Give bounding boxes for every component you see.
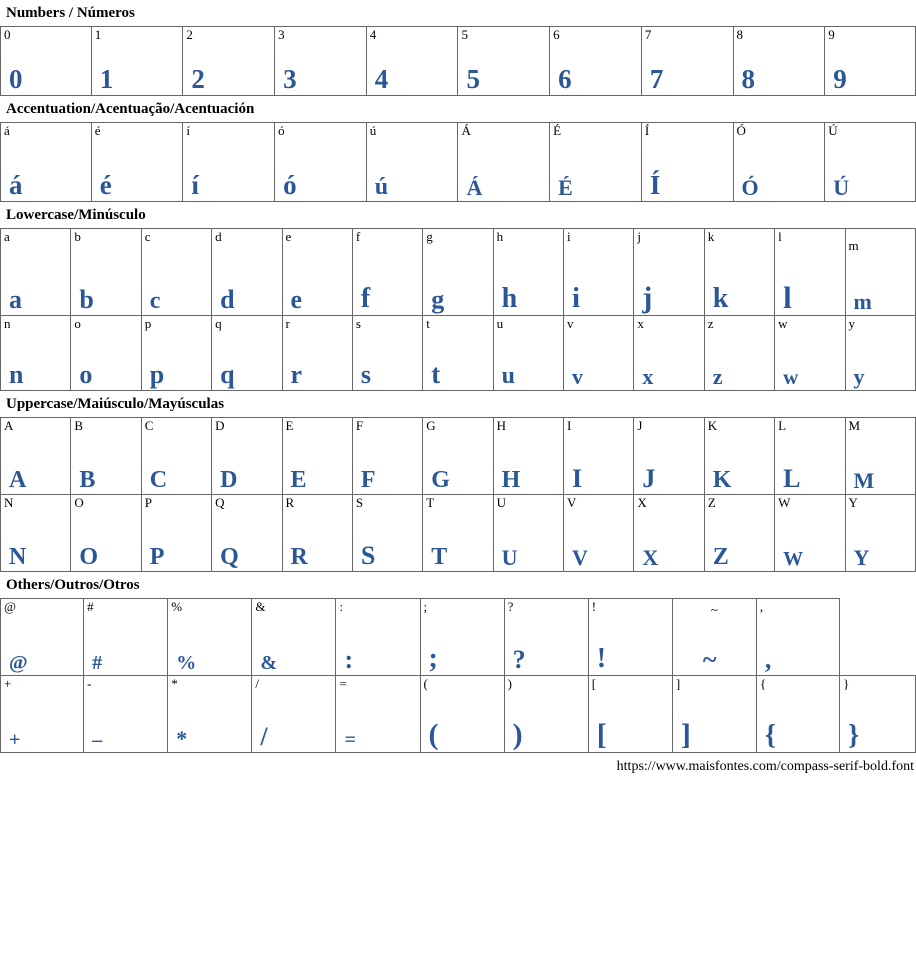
glyph-sample: ~ (702, 645, 717, 674)
glyph-label: C (144, 418, 154, 433)
glyph-cell-Eacute[interactable] (550, 123, 642, 202)
glyph-cell-t[interactable] (423, 316, 493, 391)
glyph-label: i (567, 229, 571, 244)
glyph-sample: Ó (741, 175, 759, 200)
glyph-cell-bracket-close[interactable] (672, 676, 756, 753)
table-row (1, 495, 916, 572)
glyph-cell-7[interactable] (641, 27, 733, 96)
glyph-sample: B (79, 467, 96, 493)
glyph-sample: ) (512, 718, 523, 751)
glyph-label: ? (507, 599, 514, 614)
glyph-label: p (144, 316, 152, 331)
glyph-cell-y[interactable] (845, 316, 916, 391)
glyph-sample: x (642, 364, 654, 389)
glyph-label: R (285, 495, 295, 510)
glyph-cell-at[interactable] (1, 599, 84, 676)
glyph-cell-d[interactable] (212, 229, 282, 316)
glyph-sample: 1 (99, 64, 114, 94)
glyph-label: í (186, 123, 190, 138)
glyph-label: [ (591, 676, 597, 691)
glyph-label: W (778, 495, 791, 510)
glyph-sample: Í (649, 170, 661, 200)
glyph-label: é (94, 123, 101, 138)
glyph-cell-hash[interactable] (84, 599, 168, 676)
glyph-cell-V[interactable] (564, 495, 634, 572)
glyph-label: 2 (186, 27, 193, 42)
table-row (1, 229, 916, 316)
glyph-cell-s[interactable] (352, 316, 422, 391)
glyph-sample: 5 (466, 64, 480, 94)
glyph-sample: – (92, 729, 103, 751)
glyph-label: e (285, 229, 292, 244)
glyph-cell-iacute[interactable] (183, 123, 275, 202)
glyph-sample: L (783, 464, 801, 493)
glyph-sample: d (220, 285, 235, 314)
glyph-cell-G[interactable] (423, 418, 493, 495)
glyph-label: f (355, 229, 361, 244)
table-row (1, 418, 916, 495)
glyph-table-lowercase (0, 228, 916, 391)
glyph-label: h (496, 229, 504, 244)
glyph-sample: É (558, 175, 573, 200)
section-title-lowercase: Lowercase/Minúsculo (6, 207, 146, 223)
glyph-sample: w (783, 365, 799, 389)
glyph-label: 9 (828, 27, 835, 42)
glyph-sample: s (360, 360, 371, 389)
glyph-label: J (637, 418, 643, 433)
glyph-label: E (285, 418, 294, 433)
glyph-cell-w[interactable] (775, 316, 845, 391)
glyph-sample: C (149, 467, 168, 493)
glyph-sample: m (853, 289, 872, 314)
glyph-sample: A (9, 467, 27, 493)
glyph-cell-Iacute[interactable] (641, 123, 733, 202)
glyph-sample: p (149, 360, 165, 389)
glyph-sample: Q (220, 544, 239, 570)
glyph-sample: z (712, 364, 723, 389)
section-title-uppercase: Uppercase/Maiúsculo/Mayúsculas (6, 396, 225, 412)
glyph-cell-r[interactable] (282, 316, 352, 391)
glyph-sample: r (290, 360, 303, 389)
glyph-label: g (426, 229, 433, 244)
glyph-cell-D[interactable] (212, 418, 282, 495)
glyph-cell-b[interactable] (71, 229, 141, 316)
glyph-sample: k (712, 283, 729, 314)
glyph-label: m (848, 238, 859, 253)
glyph-cell-Oacute[interactable] (733, 123, 825, 202)
glyph-cell-T[interactable] (423, 495, 493, 572)
glyph-cell-asterisk[interactable] (168, 676, 252, 753)
glyph-sample: & (260, 652, 278, 674)
section-title-others: Others/Outros/Otros (6, 577, 140, 593)
glyph-cell-paren-open[interactable] (420, 676, 504, 753)
glyph-label: / (255, 676, 259, 691)
glyph-sample: 8 (741, 64, 755, 94)
glyph-sample: 9 (833, 64, 847, 94)
glyph-label: P (144, 495, 152, 510)
glyph-label: n (4, 316, 11, 331)
glyph-sample: U (501, 545, 518, 570)
glyph-cell-S[interactable] (352, 495, 422, 572)
glyph-label: 0 (4, 27, 11, 42)
glyph-cell-m[interactable] (845, 229, 916, 316)
glyph-label: v (567, 316, 574, 331)
glyph-label: y (848, 316, 855, 331)
glyph-cell-1[interactable] (91, 27, 183, 96)
glyph-label: j (637, 229, 641, 244)
glyph-cell-exclamation[interactable] (588, 599, 672, 676)
glyph-cell-o[interactable] (71, 316, 141, 391)
glyph-sample: 4 (374, 64, 389, 94)
glyph-label: O (74, 495, 84, 510)
glyph-label: w (778, 316, 788, 331)
glyph-label: ( (423, 676, 428, 691)
glyph-cell-H[interactable] (493, 418, 563, 495)
glyph-cell-Z[interactable] (704, 495, 774, 572)
glyph-cell-colon[interactable] (336, 599, 420, 676)
glyph-sample: , (764, 645, 772, 674)
glyph-cell-g[interactable] (423, 229, 493, 316)
glyph-cell-l[interactable] (775, 229, 845, 316)
glyph-sample: f (360, 283, 371, 314)
glyph-label: d (215, 229, 222, 244)
glyph-cell-aacute[interactable] (1, 123, 92, 202)
table-row (1, 316, 916, 391)
glyph-cell-R[interactable] (282, 495, 352, 572)
glyph-sample: @ (9, 652, 28, 674)
glyph-label: á (4, 123, 10, 138)
glyph-cell-8[interactable] (733, 27, 825, 96)
glyph-label: - (87, 676, 92, 691)
glyph-cell-oacute[interactable] (275, 123, 367, 202)
glyph-label: T (426, 495, 435, 510)
glyph-cell-a[interactable] (1, 229, 71, 316)
glyph-label: 4 (369, 27, 377, 42)
glyph-sample: ú (374, 174, 389, 200)
glyph-cell-0[interactable] (1, 27, 92, 96)
glyph-sample: t (431, 359, 441, 389)
glyph-label: F (355, 418, 364, 433)
glyph-cell-slash[interactable] (252, 676, 336, 753)
glyph-cell-hyphen[interactable] (84, 676, 168, 753)
glyph-cell-C[interactable] (141, 418, 211, 495)
glyph-label: Z (707, 495, 716, 510)
glyph-cell-Uacute[interactable] (825, 123, 916, 202)
glyph-sample: ] (680, 718, 691, 751)
glyph-sample: í (191, 170, 199, 200)
glyph-cell-brace-open[interactable] (756, 676, 839, 753)
glyph-cell-3[interactable] (275, 27, 367, 96)
glyph-label: a (4, 229, 10, 244)
glyph-cell-9[interactable] (825, 27, 916, 96)
glyph-sample: R (290, 544, 308, 570)
glyph-sample: : (344, 645, 354, 674)
glyph-cell-equals[interactable] (336, 676, 420, 753)
glyph-label: 7 (644, 27, 652, 42)
glyph-label: A (4, 418, 14, 433)
glyph-label: Y (848, 495, 858, 510)
glyph-label: l (778, 229, 782, 244)
glyph-sample: + (9, 729, 21, 751)
glyph-cell-p[interactable] (141, 316, 211, 391)
glyph-cell-plus[interactable] (1, 676, 84, 753)
glyph-sample: j (642, 281, 653, 314)
glyph-sample: Y (853, 545, 870, 570)
glyph-cell-brace-close[interactable] (840, 676, 916, 753)
glyph-label: ú (369, 123, 377, 138)
glyph-sample: q (220, 360, 235, 389)
glyph-cell-4[interactable] (366, 27, 458, 96)
glyph-label: u (496, 316, 504, 331)
glyph-sample: c (149, 288, 161, 314)
glyph-cell-i[interactable] (564, 229, 634, 316)
glyph-cell-z[interactable] (704, 316, 774, 391)
glyph-sample: ó (283, 170, 297, 200)
glyph-cell-q[interactable] (212, 316, 282, 391)
glyph-cell-Y[interactable] (845, 495, 916, 572)
glyph-label: { (759, 676, 767, 691)
glyph-cell-e[interactable] (282, 229, 352, 316)
glyph-cell-O[interactable] (71, 495, 141, 572)
glyph-cell-x[interactable] (634, 316, 704, 391)
glyph-label: 8 (736, 27, 743, 42)
glyph-label: 3 (278, 27, 285, 42)
glyph-sample: J (642, 464, 656, 493)
glyph-label: É (553, 123, 562, 138)
glyph-label: z (707, 316, 714, 331)
glyph-sample: * (176, 726, 188, 751)
glyph-table-uppercase (0, 417, 916, 572)
glyph-label: & (255, 599, 266, 614)
glyph-label: % (171, 599, 183, 614)
glyph-table-others (0, 598, 916, 753)
glyph-sample: # (92, 652, 103, 674)
glyph-label: , (759, 599, 764, 614)
glyph-label: } (843, 676, 850, 691)
glyph-cell-v[interactable] (564, 316, 634, 391)
glyph-table-accentuation (0, 122, 916, 202)
glyph-label: # (87, 599, 94, 614)
glyph-sample: 2 (191, 64, 205, 94)
glyph-cell-E[interactable] (282, 418, 352, 495)
source-url[interactable]: https://www.maisfontes.com/compass-serif-bold.font (616, 759, 914, 774)
glyph-label: ; (423, 599, 428, 614)
glyph-sample: v (572, 364, 583, 389)
glyph-sample: a (9, 285, 22, 314)
glyph-sample: X (642, 545, 659, 570)
section-title-numbers: Numbers / Números (6, 5, 135, 21)
glyph-label: ] (675, 676, 681, 691)
glyph-sample: 3 (283, 64, 297, 94)
glyph-label: M (848, 418, 861, 433)
glyph-cell-u[interactable] (493, 316, 563, 391)
glyph-cell-Q[interactable] (212, 495, 282, 572)
glyph-sample: T (431, 544, 448, 570)
glyph-sample: N (9, 544, 27, 570)
glyph-label: 1 (94, 27, 102, 42)
glyph-label: r (285, 316, 290, 331)
glyph-label: I (567, 418, 572, 433)
glyph-label: D (215, 418, 225, 433)
glyph-cell-A[interactable] (1, 418, 71, 495)
glyph-sample: D (220, 467, 238, 493)
glyph-sample: 0 (9, 64, 23, 94)
glyph-sample: i (572, 282, 581, 314)
glyph-cell-h[interactable] (493, 229, 563, 316)
glyph-label: s (355, 316, 361, 331)
glyph-cell-eacute[interactable] (91, 123, 183, 202)
glyph-label: * (171, 676, 178, 691)
glyph-cell-comma[interactable] (756, 599, 839, 676)
glyph-sample: 7 (649, 64, 664, 94)
glyph-table-numbers (0, 26, 916, 96)
glyph-sample: e (290, 285, 303, 314)
glyph-sample: % (176, 652, 197, 674)
glyph-sample: P (149, 544, 165, 570)
glyph-sample: ? (512, 645, 526, 674)
glyph-cell-bracket-open[interactable] (588, 676, 672, 753)
glyph-label: q (215, 316, 222, 331)
glyph-label: ó (278, 123, 285, 138)
glyph-sample: F (360, 467, 376, 493)
glyph-sample: M (853, 468, 875, 493)
glyph-label: H (496, 418, 507, 433)
glyph-cell-I[interactable] (564, 418, 634, 495)
glyph-label: Á (461, 123, 471, 138)
table-row (1, 676, 916, 753)
glyph-cell-tilde[interactable] (672, 599, 756, 676)
table-row (1, 27, 916, 96)
glyph-label: V (567, 495, 577, 510)
glyph-sample: K (712, 467, 732, 493)
glyph-cell-question[interactable] (504, 599, 588, 676)
glyph-label: U (496, 495, 507, 510)
glyph-label: 6 (553, 27, 560, 42)
glyph-sample: S (360, 541, 376, 570)
glyph-sample: ; (428, 643, 438, 674)
glyph-cell-j[interactable] (634, 229, 704, 316)
glyph-sample: n (9, 360, 24, 389)
glyph-label: K (707, 418, 718, 433)
glyph-sample: ! (596, 643, 607, 674)
section-title-accentuation: Accentuation/Acentuação/Acentuación (6, 101, 255, 117)
glyph-label: Í (644, 123, 650, 138)
glyph-label: X (637, 495, 647, 510)
glyph-cell-percent[interactable] (168, 599, 252, 676)
glyph-label: ~ (710, 602, 718, 617)
glyph-sample: Á (466, 175, 483, 200)
glyph-cell-J[interactable] (634, 418, 704, 495)
glyph-label: b (74, 229, 81, 244)
glyph-cell-6[interactable] (550, 27, 642, 96)
glyph-label: 5 (461, 27, 468, 42)
glyph-sample: 6 (558, 64, 572, 94)
glyph-sample: = (344, 729, 356, 751)
glyph-label: + (4, 676, 12, 691)
glyph-sample: u (501, 363, 515, 389)
glyph-cell-L[interactable] (775, 418, 845, 495)
glyph-sample: Z (712, 544, 729, 570)
glyph-sample: g (431, 285, 445, 314)
glyph-sample: é (99, 170, 112, 200)
glyph-cell-N[interactable] (1, 495, 71, 572)
glyph-label: k (707, 229, 715, 244)
glyph-label: @ (4, 599, 16, 614)
glyph-label: N (4, 495, 14, 510)
glyph-cell-paren-close[interactable] (504, 676, 588, 753)
glyph-cell-2[interactable] (183, 27, 275, 96)
glyph-cell-K[interactable] (704, 418, 774, 495)
glyph-cell-U[interactable] (493, 495, 563, 572)
glyph-sample: G (431, 467, 450, 493)
glyph-label: G (426, 418, 436, 433)
glyph-sample: V (572, 545, 588, 570)
glyph-cell-F[interactable] (352, 418, 422, 495)
glyph-label: x (637, 316, 644, 331)
glyph-label: : (339, 599, 344, 614)
table-row (1, 123, 916, 202)
glyph-cell-k[interactable] (704, 229, 774, 316)
glyph-cell-M[interactable] (845, 418, 916, 495)
glyph-label: c (144, 229, 151, 244)
glyph-cell-P[interactable] (141, 495, 211, 572)
glyph-cell-ampersand[interactable] (252, 599, 336, 676)
glyph-cell-f[interactable] (352, 229, 422, 316)
glyph-sample: E (290, 467, 307, 493)
glyph-sample: b (79, 285, 94, 314)
glyph-label: Ó (736, 123, 746, 138)
glyph-sample: [ (596, 718, 607, 751)
glyph-sample: O (79, 544, 99, 570)
glyph-cell-uacute[interactable] (366, 123, 458, 202)
table-row (1, 599, 916, 676)
glyph-cell-X[interactable] (634, 495, 704, 572)
glyph-label: o (74, 316, 81, 331)
glyph-sample: Ú (833, 175, 850, 200)
glyph-label: t (426, 316, 430, 331)
glyph-label: B (74, 418, 84, 433)
glyph-sample: h (501, 283, 518, 314)
glyph-label: ! (591, 599, 597, 614)
glyph-label: Q (215, 495, 225, 510)
glyph-cell-W[interactable] (775, 495, 845, 572)
glyph-cell-semicolon[interactable] (420, 599, 504, 676)
glyph-sample: á (9, 170, 23, 200)
glyph-cell-5[interactable] (458, 27, 550, 96)
glyph-sample: } (848, 720, 860, 751)
glyph-label: Ú (828, 123, 838, 138)
glyph-label: S (355, 495, 364, 510)
glyph-sample: { (764, 720, 776, 751)
glyph-cell-B[interactable] (71, 418, 141, 495)
glyph-sample: o (79, 360, 93, 389)
glyph-cell-Aacute[interactable] (458, 123, 550, 202)
glyph-sample: I (572, 464, 583, 493)
glyph-sample: W (783, 548, 804, 570)
glyph-label: L (778, 418, 787, 433)
glyph-label: ) (507, 676, 512, 691)
glyph-label: = (339, 676, 347, 691)
glyph-cell-c[interactable] (141, 229, 211, 316)
glyph-sample: ( (428, 718, 439, 751)
glyph-sample: l (783, 280, 792, 315)
glyph-cell-n[interactable] (1, 316, 71, 391)
glyph-sample: H (501, 467, 521, 493)
glyph-sample: y (853, 364, 865, 389)
glyph-sample: / (260, 722, 268, 751)
